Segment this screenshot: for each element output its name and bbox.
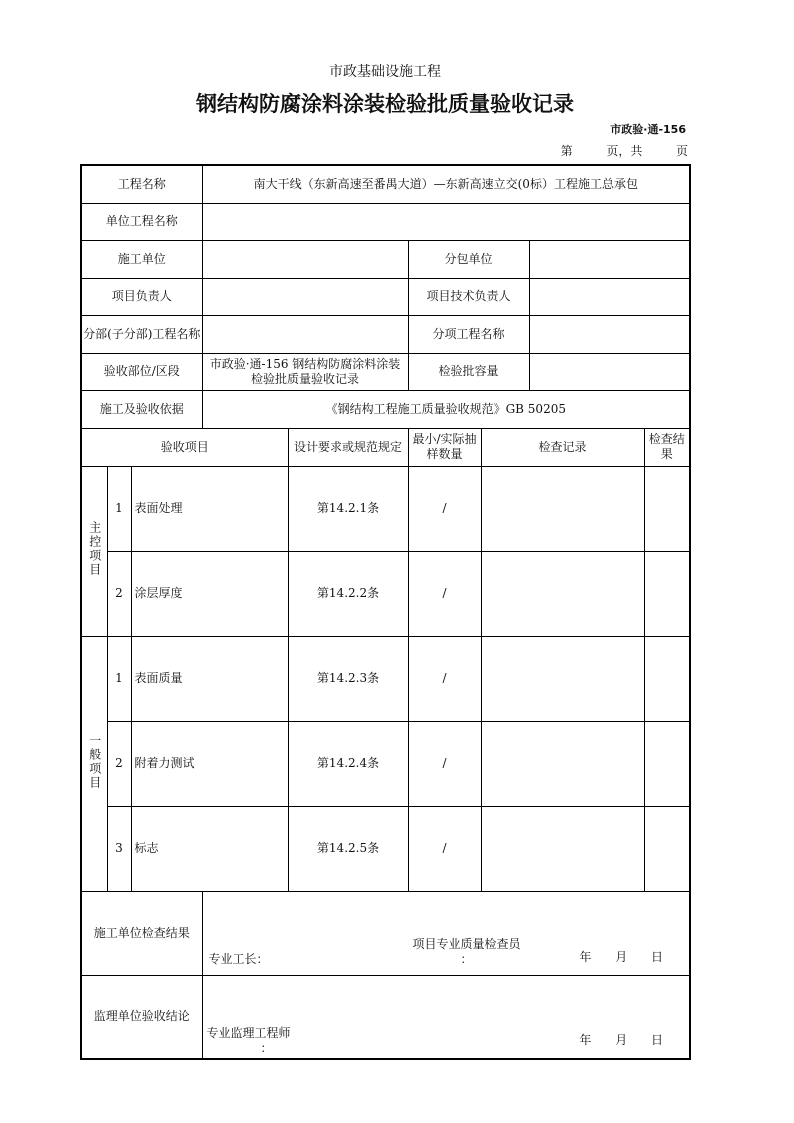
project-name-value: 南大干线（东新高速至番禺大道）—东新高速立交(0标）工程施工总承包 <box>202 165 690 203</box>
project-manager-label: 项目负责人 <box>81 278 202 315</box>
main-control-label <box>81 466 107 636</box>
item-name: 表面质量 <box>131 636 288 721</box>
general-label <box>81 636 107 891</box>
unit-project-value[interactable] <box>202 203 690 240</box>
batch-capacity-label: 检验批容量 <box>408 353 529 390</box>
construction-result-text: 施工单位检查结果 <box>93 925 190 940</box>
form-title: 钢结构防腐涂料涂装检验批质量验收记录 <box>196 92 574 116</box>
supervision-signoff[interactable] <box>202 975 690 1059</box>
construction-result-label <box>81 891 202 975</box>
item-sample: / <box>408 806 481 891</box>
engineer-text: 专业监理工程师 <box>206 1025 291 1040</box>
item-sample: / <box>408 721 481 806</box>
tech-manager-value[interactable] <box>529 278 690 315</box>
item-name: 涂层厚度 <box>131 551 288 636</box>
item-record[interactable] <box>481 551 644 636</box>
inspector-colon: ： <box>460 951 473 966</box>
location-label: 验收部位/区段 <box>81 353 202 390</box>
subcontract-label: 分包单位 <box>408 240 529 278</box>
item-sample: / <box>408 551 481 636</box>
item-result[interactable] <box>644 636 690 721</box>
supervision-result-label <box>81 975 202 1059</box>
item-clause: 第14.2.1条 <box>288 466 408 551</box>
inspector-text: 项目专业质量检查员 <box>412 936 521 951</box>
project-manager-value[interactable] <box>202 278 408 315</box>
inspection-table <box>80 164 691 1060</box>
form-code: 市政验·通-156 <box>610 123 686 136</box>
item-result[interactable] <box>644 466 690 551</box>
col-sample-header <box>408 428 481 466</box>
basis-label: 施工及验收依据 <box>81 390 202 428</box>
subcontract-value[interactable] <box>529 240 690 278</box>
item-clause: 第14.2.4条 <box>288 721 408 806</box>
engineer-label <box>207 1026 291 1056</box>
item-name: 标志 <box>131 806 288 891</box>
construction-signoff[interactable] <box>202 891 690 975</box>
col-record-header: 检查记录 <box>481 428 644 466</box>
general-text: 一般项目 <box>87 733 102 790</box>
page-label-1: 第 <box>560 144 573 158</box>
main-control-text: 主控项目 <box>87 521 102 577</box>
table-row <box>81 466 690 551</box>
item-sample: / <box>408 636 481 721</box>
item-clause: 第14.2.5条 <box>288 806 408 891</box>
item-result[interactable] <box>644 806 690 891</box>
page-label-3: 页 <box>675 144 688 158</box>
col-design-text: 设计要求或规范规定 <box>294 439 403 454</box>
col-sample-text: 最小/实际抽样数量 <box>412 432 477 461</box>
item-record[interactable] <box>481 806 644 891</box>
location-value: 市政验·通-156 钢结构防腐涂料涂装检验批质量验收记录 <box>202 353 408 390</box>
item-no: 1 <box>107 636 131 721</box>
item-record[interactable] <box>481 721 644 806</box>
construction-unit-value[interactable] <box>202 240 408 278</box>
engineer-colon: ： <box>260 1040 273 1055</box>
basis-value: 《钢结构工程施工质量验收规范》GB 50205 <box>202 390 690 428</box>
subitem-label: 分项工程名称 <box>408 315 529 353</box>
supervision-result-text: 监理单位验收结论 <box>93 1009 190 1023</box>
division-value[interactable] <box>202 315 408 353</box>
foreman-label: 专业工长： <box>208 951 269 966</box>
item-record[interactable] <box>481 466 644 551</box>
org-header: 市政基础设施工程 <box>329 64 441 80</box>
subitem-value[interactable] <box>529 315 690 353</box>
col-result-header: 检查结果 <box>644 428 690 466</box>
item-record[interactable] <box>481 636 644 721</box>
col-item-header: 验收项目 <box>81 428 288 466</box>
item-clause: 第14.2.3条 <box>288 636 408 721</box>
item-no: 2 <box>107 551 131 636</box>
construction-date: 年 月 日 <box>579 949 674 964</box>
construction-unit-label: 施工单位 <box>81 240 202 278</box>
page-counter <box>561 142 688 159</box>
item-clause: 第14.2.2条 <box>288 551 408 636</box>
supervision-date: 年 月 日 <box>579 1032 674 1047</box>
batch-capacity-value[interactable] <box>529 353 690 390</box>
tech-manager-label: 项目技术负责人 <box>408 278 529 315</box>
table-row <box>81 636 690 721</box>
page-label-2: 页，共 <box>606 144 643 158</box>
table-row <box>81 721 690 806</box>
item-name: 表面处理 <box>131 466 288 551</box>
project-name-label: 工程名称 <box>81 165 202 203</box>
col-design-header <box>288 428 408 466</box>
item-name: 附着力测试 <box>131 721 288 806</box>
table-row <box>81 806 690 891</box>
table-row <box>81 551 690 636</box>
division-label: 分部(子分部)工程名称 <box>81 315 202 353</box>
unit-project-label: 单位工程名称 <box>81 203 202 240</box>
item-no: 3 <box>107 806 131 891</box>
item-result[interactable] <box>644 721 690 806</box>
item-no: 1 <box>107 466 131 551</box>
item-no: 2 <box>107 721 131 806</box>
inspector-label <box>413 937 521 967</box>
item-sample: / <box>408 466 481 551</box>
item-result[interactable] <box>644 551 690 636</box>
